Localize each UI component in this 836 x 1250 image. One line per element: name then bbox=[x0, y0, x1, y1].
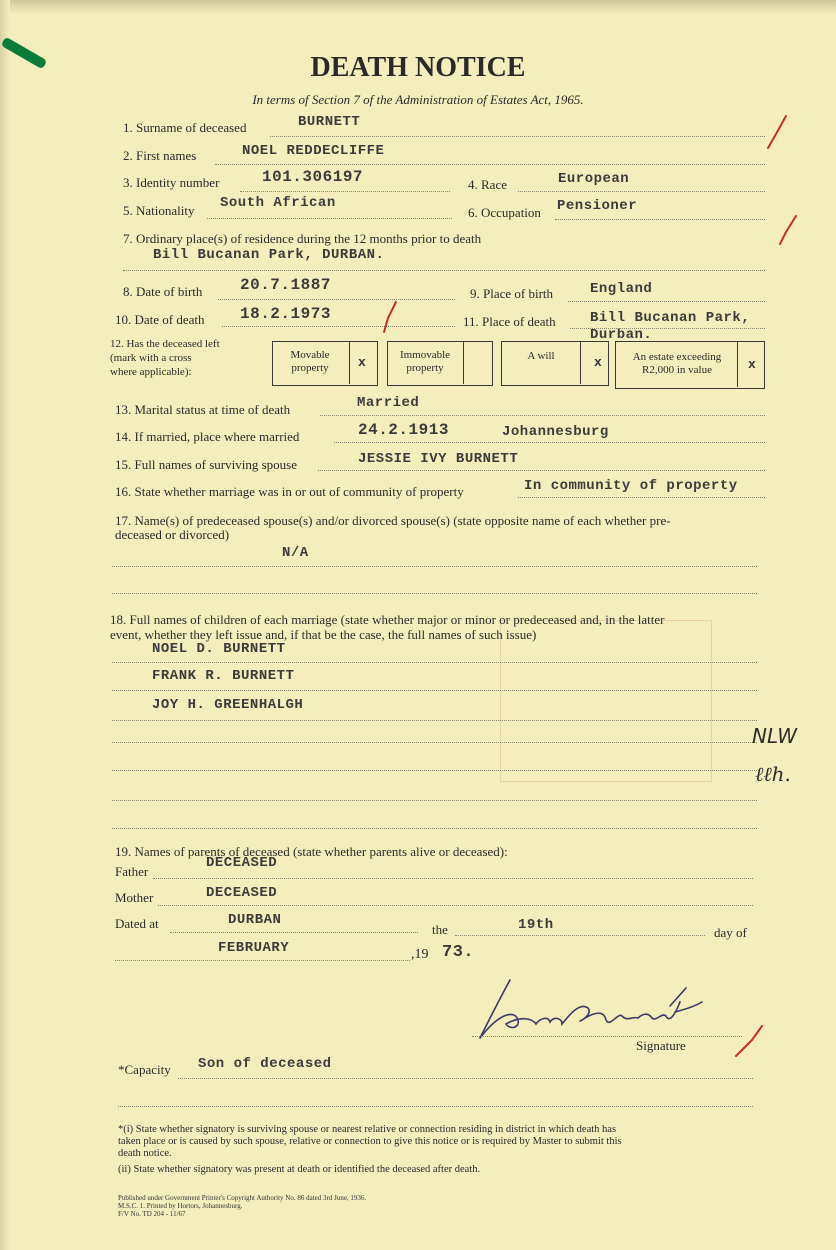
label-father: Father bbox=[115, 864, 149, 879]
dotted-line bbox=[112, 720, 757, 721]
label-marital-status: 13. Marital status at time of death bbox=[115, 402, 291, 417]
checkbox-will[interactable] bbox=[501, 341, 609, 386]
value-place-of-birth: England bbox=[590, 281, 653, 297]
value-father: DECEASED bbox=[206, 855, 278, 871]
label-place-of-birth: 9. Place of birth bbox=[470, 286, 554, 301]
label-capacity: *Capacity bbox=[118, 1062, 171, 1077]
dotted-line bbox=[118, 1106, 753, 1107]
label-surname: 1. Surname of deceased bbox=[123, 120, 247, 135]
faint-stamp bbox=[500, 620, 712, 782]
red-tick-mark bbox=[732, 1022, 768, 1060]
label-race: 4. Race bbox=[468, 177, 507, 192]
immovable-label bbox=[389, 349, 461, 375]
immovable-label-1: Immovable bbox=[399, 349, 451, 361]
print-line-1: Published under Government Printer's Copyright Authority No. 86 dated 3rd June, 1936. bbox=[118, 1194, 367, 1202]
dotted-line bbox=[472, 1036, 742, 1037]
dotted-line bbox=[215, 164, 765, 165]
value-dated-place: DURBAN bbox=[228, 912, 282, 928]
dotted-line bbox=[222, 326, 455, 327]
value-date-of-birth: 20.7.1887 bbox=[240, 276, 331, 294]
label-has-left bbox=[110, 338, 270, 378]
dotted-line bbox=[170, 932, 418, 933]
paper-edge-left bbox=[0, 0, 10, 1250]
print-line-2: M.S.C. 1. Printed by Hortors, Johannesburg. bbox=[118, 1202, 243, 1210]
movable-label bbox=[274, 349, 346, 375]
year-prefix: ,19 bbox=[411, 947, 429, 962]
value-day: 19th bbox=[518, 917, 554, 933]
value-month: FEBRUARY bbox=[218, 940, 290, 956]
label-the: the bbox=[432, 922, 448, 937]
label-place-married: 14. If married, place where married bbox=[115, 429, 300, 444]
dotted-line bbox=[518, 497, 765, 498]
immovable-label-2: property bbox=[406, 362, 444, 374]
value-place-of-death-2: Durban. bbox=[590, 327, 653, 343]
label-date-of-birth: 8. Date of birth bbox=[123, 284, 203, 299]
dotted-line bbox=[153, 878, 753, 879]
form-subtitle: In terms of Section 7 of the Administration of Estates Act, 1965. bbox=[252, 92, 584, 107]
label-place-of-death: 11. Place of death bbox=[463, 314, 556, 329]
dotted-line bbox=[218, 299, 455, 300]
footnote-1-line-2: taken place or is caused by such spouse, relative or connection to give this notice or is required by Master to submit this bbox=[118, 1136, 622, 1147]
label-predeceased-spouse-1: 17. Name(s) of predeceased spouse(s) and/or divorced spouse(s) (state opposite name of each whether pre- bbox=[115, 513, 671, 528]
dotted-line bbox=[115, 960, 410, 961]
value-occupation: Pensioner bbox=[557, 198, 638, 214]
dotted-line bbox=[570, 328, 765, 329]
footnote-1-line-3: death notice. bbox=[118, 1148, 172, 1159]
label-residence: 7. Ordinary place(s) of residence during the 12 months prior to death bbox=[123, 231, 482, 246]
value-nationality: South African bbox=[220, 195, 336, 211]
child-1: NOEL D. BURNETT bbox=[152, 641, 286, 657]
label-first-names: 2. First names bbox=[123, 148, 197, 163]
dotted-line bbox=[112, 566, 757, 567]
value-race: European bbox=[558, 171, 630, 187]
value-year-prefix: 19 bbox=[414, 947, 429, 962]
value-marriage-place: Johannesburg bbox=[502, 424, 609, 440]
label-has-left-2: (mark with a cross bbox=[110, 352, 192, 364]
dotted-line bbox=[320, 415, 765, 416]
label-predeceased-spouse-2: deceased or divorced) bbox=[115, 527, 230, 542]
handwritten-initials: NLW bbox=[752, 724, 798, 748]
label-date-of-death: 10. Date of death bbox=[115, 312, 205, 327]
dotted-line bbox=[123, 270, 765, 271]
label-dated-at: Dated at bbox=[115, 916, 159, 931]
estate-label-1: An estate exceeding bbox=[632, 351, 722, 363]
dotted-line bbox=[158, 905, 753, 906]
value-capacity: Son of deceased bbox=[198, 1056, 332, 1072]
movable-mark: x bbox=[358, 355, 366, 370]
value-identity-number: 101.306197 bbox=[262, 168, 364, 186]
red-tick-mark bbox=[764, 112, 794, 152]
child-3: JOY H. GREENHALGH bbox=[152, 697, 304, 713]
label-children-2: event, whether they left issue and, if that be the case, the full names of such issue) bbox=[110, 627, 537, 642]
estate-label-2: R2,000 in value bbox=[642, 364, 712, 376]
red-tick-mark bbox=[378, 300, 402, 336]
value-place-of-death-1: Bill Bucanan Park, bbox=[590, 310, 751, 326]
label-day-of: day of bbox=[714, 925, 747, 940]
dotted-line bbox=[112, 770, 757, 771]
label-nationality: 5. Nationality bbox=[123, 203, 195, 218]
value-surviving-spouse: JESSIE IVY BURNETT bbox=[358, 451, 519, 467]
child-2: FRANK R. BURNETT bbox=[152, 668, 295, 684]
divider bbox=[580, 341, 581, 384]
dotted-line bbox=[112, 742, 757, 743]
value-first-names: NOEL REDDECLIFFE bbox=[242, 143, 385, 159]
dotted-line bbox=[112, 828, 757, 829]
value-mother: DECEASED bbox=[206, 885, 278, 901]
value-year-suffix: 73. bbox=[442, 943, 475, 962]
label-has-left-3: where applicable): bbox=[110, 366, 192, 378]
dotted-line bbox=[518, 191, 765, 192]
label-identity-number: 3. Identity number bbox=[123, 175, 220, 190]
print-line-3: F/V No. TD 204 - 11/67 bbox=[118, 1210, 186, 1218]
estate-mark: x bbox=[748, 357, 756, 372]
dotted-line bbox=[178, 1078, 753, 1079]
dotted-line bbox=[270, 136, 765, 137]
footnote-2: (ii) State whether signatory was present at death or identified the deceased after death. bbox=[118, 1164, 481, 1175]
form-title: DEATH NOTICE bbox=[310, 52, 526, 83]
dotted-line bbox=[112, 593, 757, 594]
footnote-1 bbox=[118, 1124, 758, 1160]
value-date-of-death: 18.2.1973 bbox=[240, 305, 331, 323]
value-marriage-date: 24.2.1913 bbox=[358, 421, 449, 439]
dotted-line bbox=[334, 442, 765, 443]
label-has-left-1: 12. Has the deceased left bbox=[110, 338, 220, 350]
dotted-line bbox=[555, 219, 765, 220]
value-residence: Bill Bucanan Park, DURBAN. bbox=[153, 247, 385, 263]
dotted-line bbox=[568, 301, 765, 302]
label-mother: Mother bbox=[115, 890, 154, 905]
dotted-line bbox=[318, 470, 765, 471]
label-children-1: 18. Full names of children of each marriage (state whether major or minor or predeceased and, in the latter bbox=[110, 612, 665, 627]
divider bbox=[463, 341, 464, 384]
divider bbox=[737, 341, 738, 387]
will-mark: x bbox=[594, 355, 602, 370]
footnote-1-line-1: *(i) State whether signatory is surviving spouse or nearest relative or connection residing in district in which death has bbox=[118, 1124, 617, 1135]
estate-label bbox=[617, 351, 737, 377]
label-signature: Signature bbox=[636, 1038, 686, 1053]
value-surname: BURNETT bbox=[298, 114, 361, 130]
movable-label-2: property bbox=[291, 362, 329, 374]
value-predeceased-spouse: N/A bbox=[282, 545, 309, 561]
dotted-line bbox=[455, 935, 705, 936]
label-occupation: 6. Occupation bbox=[468, 205, 541, 220]
movable-label-1: Movable bbox=[290, 349, 330, 361]
will-label: A will bbox=[527, 350, 555, 362]
divider bbox=[349, 341, 350, 384]
label-parents: 19. Names of parents of deceased (state whether parents alive or deceased): bbox=[115, 844, 508, 859]
label-community-property: 16. State whether marriage was in or out of community of property bbox=[115, 484, 464, 499]
value-community-property: In community of property bbox=[524, 478, 738, 494]
paper-edge bbox=[0, 0, 836, 14]
dotted-line bbox=[112, 690, 757, 691]
red-tick-mark bbox=[774, 214, 804, 250]
dotted-line bbox=[240, 191, 450, 192]
dotted-line bbox=[112, 800, 757, 801]
dotted-line bbox=[112, 662, 757, 663]
value-marital-status: Married bbox=[357, 395, 420, 411]
handwritten-initials-2: ℓℓh. bbox=[755, 762, 791, 786]
label-surviving-spouse: 15. Full names of surviving spouse bbox=[115, 457, 297, 472]
dotted-line bbox=[207, 218, 452, 219]
